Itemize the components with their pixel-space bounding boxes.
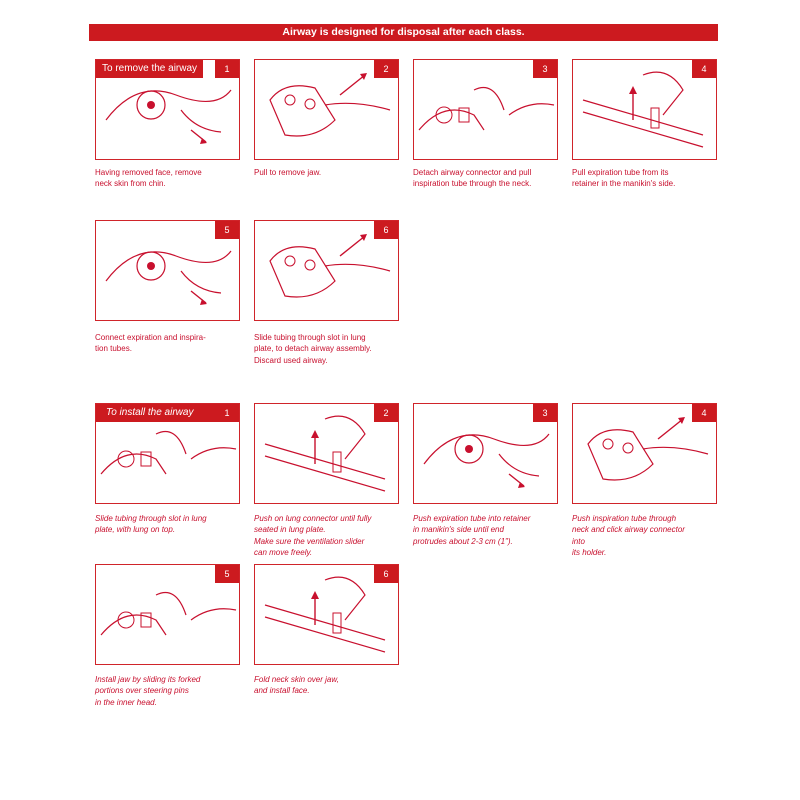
caption-line: and install face.	[254, 686, 310, 696]
caption-line: Slide tubing through slot in lung	[254, 333, 366, 342]
caption-line: inspiration tube through the neck.	[413, 179, 532, 189]
caption-line: Install jaw by sliding its forked	[95, 675, 201, 684]
caption-line: Slide tubing through slot in lung	[95, 514, 207, 523]
caption-line: in manikin's side until end	[413, 525, 504, 535]
caption-line: Push on lung connector until fully	[254, 514, 372, 523]
caption-line: Pull to remove jaw.	[254, 168, 322, 177]
step-number-badge: 2	[374, 404, 398, 422]
remove-step-1-caption	[95, 167, 245, 190]
step-number-badge: 6	[374, 565, 398, 583]
install-step-5-figure	[95, 564, 240, 665]
caption-line: plate, to detach airway assembly.	[254, 344, 372, 354]
install-step-3-caption	[413, 513, 563, 547]
caption-line: into	[572, 536, 585, 546]
remove-section-title: To remove the airway	[96, 60, 203, 78]
remove-step-2-caption	[254, 167, 404, 178]
install-step-4-figure	[572, 403, 717, 504]
install-step-2-figure	[254, 403, 399, 504]
install-step-2-caption	[254, 513, 404, 559]
step-number-badge: 2	[374, 60, 398, 78]
step-number-badge: 1	[215, 60, 239, 78]
caption-line: Connect expiration and inspira-	[95, 333, 206, 342]
caption-line: neck and click airway connector	[572, 525, 685, 535]
caption-line: Push inspiration tube through	[572, 514, 677, 523]
caption-line: Detach airway connector and pull	[413, 168, 532, 177]
step-number-badge: 3	[533, 60, 557, 78]
install-step-3-figure	[413, 403, 558, 504]
caption-line: Discard used airway.	[254, 355, 328, 365]
install-step-6-figure	[254, 564, 399, 665]
remove-step-3-caption	[413, 167, 563, 190]
step-number-badge: 4	[692, 404, 716, 422]
remove-step-5-caption	[95, 332, 245, 355]
caption-line: Make sure the ventilation slider	[254, 536, 365, 546]
step-number-badge: 3	[533, 404, 557, 422]
caption-line: its holder.	[572, 548, 607, 558]
step-number-badge: 1	[215, 404, 239, 422]
step-number-badge: 5	[215, 221, 239, 239]
remove-step-6-caption	[254, 332, 404, 366]
remove-step-6-figure	[254, 220, 399, 321]
caption-line: can move freely.	[254, 548, 313, 558]
remove-step-4-caption	[572, 167, 722, 190]
caption-line: portions over steering pins	[95, 686, 189, 696]
caption-line: plate, with lung on top.	[95, 525, 176, 535]
caption-line: in the inner head.	[95, 697, 157, 707]
caption-line: Push expiration tube into retainer	[413, 514, 531, 523]
remove-step-4-figure	[572, 59, 717, 160]
caption-line: Fold neck skin over jaw,	[254, 675, 339, 684]
step-number-badge: 5	[215, 565, 239, 583]
install-step-6-caption	[254, 674, 404, 697]
caption-line: retainer in the manikin's side.	[572, 179, 676, 189]
remove-step-3-figure	[413, 59, 558, 160]
caption-line: Pull expiration tube from its	[572, 168, 669, 177]
install-step-4-caption	[572, 513, 722, 559]
install-step-1-caption	[95, 513, 245, 536]
install-section-title: To install the airway	[96, 404, 215, 422]
remove-step-2-figure	[254, 59, 399, 160]
caption-line: protrudes about 2-3 cm (1").	[413, 536, 513, 546]
remove-step-1-figure	[95, 59, 240, 160]
step-number-badge: 4	[692, 60, 716, 78]
caption-line: neck skin from chin.	[95, 179, 166, 189]
caption-line: seated in lung plate.	[254, 525, 326, 535]
install-step-5-caption	[95, 674, 245, 708]
caption-line: tion tubes.	[95, 344, 132, 354]
remove-step-5-figure	[95, 220, 240, 321]
banner: Airway is designed for disposal after each class.	[89, 24, 718, 41]
install-step-1-figure	[95, 403, 240, 504]
step-number-badge: 6	[374, 221, 398, 239]
caption-line: Having removed face, remove	[95, 168, 202, 177]
